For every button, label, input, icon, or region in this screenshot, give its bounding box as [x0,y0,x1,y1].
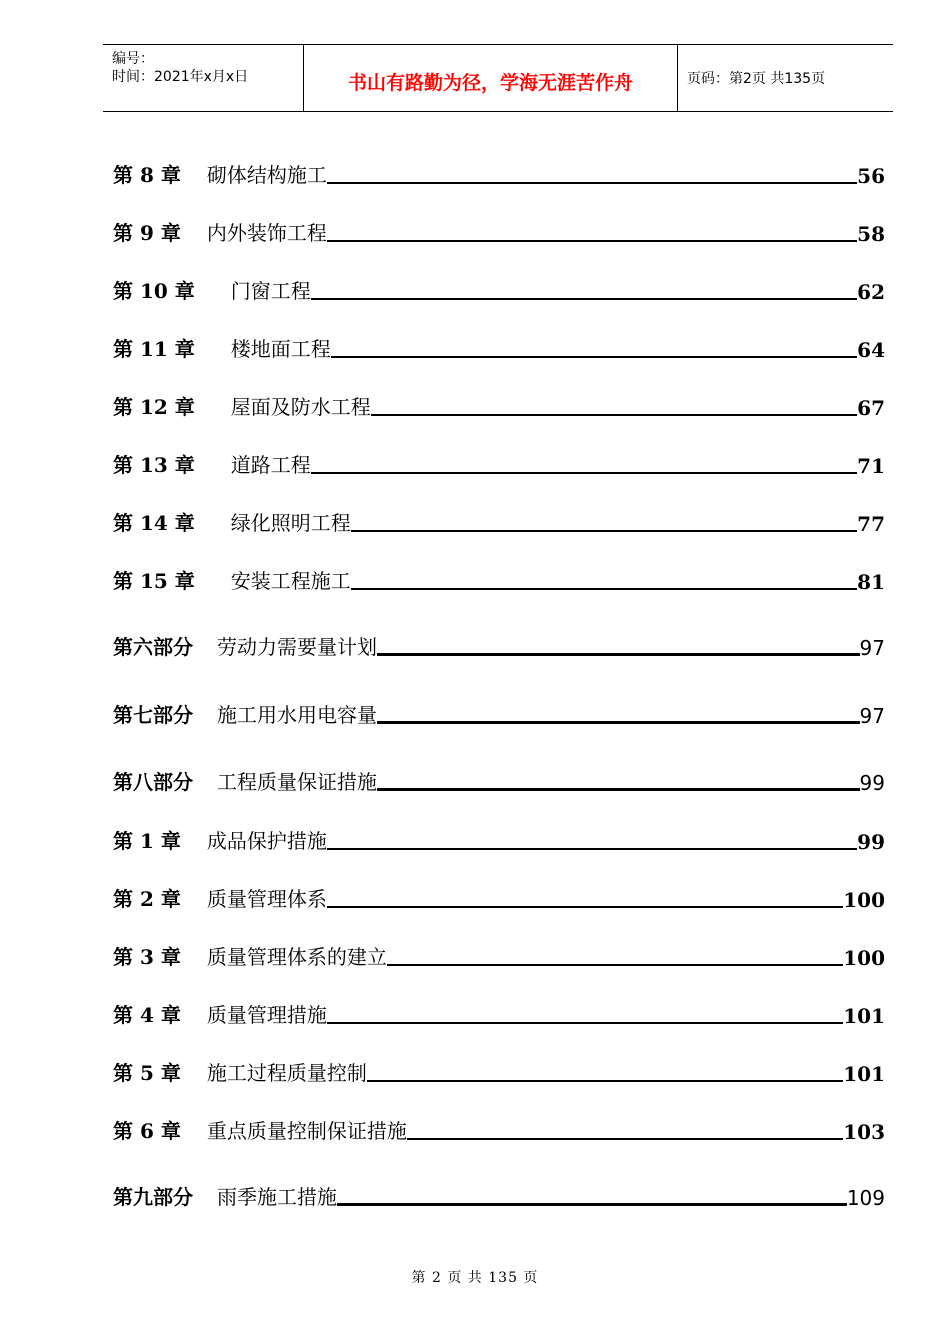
toc-entry-page: 99 [859,771,885,795]
toc-leader-line [377,653,860,656]
toc-entry-page: 62 [857,280,885,304]
toc-entry[interactable] [113,941,885,970]
toc-leader-line [311,472,857,474]
toc-entry-label: 第 10 章 [113,279,195,303]
toc-entry-page: 101 [843,1004,885,1028]
toc-entry[interactable] [113,159,885,188]
toc-entry-title: 施工过程质量控制 [206,1061,367,1085]
toc-leader-line [377,721,860,724]
header-meta [103,45,304,111]
toc-entry-label: 第 8 章 [113,163,181,187]
toc-entry-label: 第 3 章 [113,945,181,969]
toc-entry-page: 64 [857,338,885,362]
toc-entry-label: 第六部分 [113,635,193,659]
toc-entry-title: 质量管理措施 [206,1003,327,1027]
toc-entry-page: 97 [859,704,885,728]
toc-entry[interactable] [113,699,885,728]
toc-leader-line [331,356,857,358]
toc-leader-line [351,530,857,532]
toc-entry[interactable] [113,449,885,478]
toc-leader-line [327,1022,843,1024]
toc-entry-title: 砌体结构施工 [206,163,327,187]
page-footer: 第 2 页 共 135 页 [411,1270,539,1286]
toc-leader-line [407,1138,843,1140]
toc-entry-label: 第 13 章 [113,453,195,477]
number-label: 编号： [112,51,154,67]
toc-leader-line [351,588,857,590]
toc-entry-title: 道路工程 [230,453,311,477]
toc-entry-title: 安装工程施工 [230,569,351,593]
time-label: 时间：2021年x月x日 [112,69,249,85]
toc-entry-page: 77 [857,512,885,536]
toc-leader-line [387,964,843,966]
toc-entry-label: 第 2 章 [113,887,181,911]
toc-entry-title: 屋面及防水工程 [230,395,371,419]
toc-leader-line [367,1080,843,1082]
toc-entry-title: 雨季施工措施 [217,1185,337,1209]
toc-entry-label: 第八部分 [113,770,193,794]
toc-entry-label: 第 5 章 [113,1061,181,1085]
toc-entry-title: 质量管理体系 [206,887,327,911]
toc-entry-label: 第 14 章 [113,511,195,535]
toc-entry-page: 56 [857,164,885,188]
toc-entry-title: 重点质量控制保证措施 [206,1119,407,1143]
header-motto: 书山有路勤为径，学海无涯苦作舟 [304,45,678,111]
toc-entry[interactable] [113,507,885,536]
toc-entry-title: 质量管理体系的建立 [206,945,387,969]
toc-entry[interactable] [113,883,885,912]
toc-entry-label: 第 1 章 [113,829,181,853]
toc-entry-label: 第 6 章 [113,1119,181,1143]
toc-leader-line [311,298,857,300]
toc-leader-line [337,1203,847,1206]
toc-leader-line [327,182,857,184]
toc-entry-page: 101 [843,1062,885,1086]
toc-entry-title: 门窗工程 [230,279,311,303]
toc-entry-page: 99 [857,830,885,854]
toc-entry-page: 67 [857,396,885,420]
toc-entry[interactable] [113,766,885,795]
toc-entry[interactable] [113,275,885,304]
toc-entry-page: 100 [843,946,885,970]
toc-entry-page: 81 [857,570,885,594]
header-page-info: 页码：第2页 共135页 [687,71,826,87]
page-header [103,44,893,112]
toc-entry[interactable] [113,333,885,362]
toc-entry[interactable] [113,1115,885,1144]
toc-leader-line [327,240,857,242]
toc-entry[interactable] [113,825,885,854]
toc-entry-page: 58 [857,222,885,246]
toc-leader-line [327,906,843,908]
toc-entry-page: 97 [859,636,885,660]
toc-entry-page: 103 [843,1120,885,1144]
toc-entry-label: 第 15 章 [113,569,195,593]
toc-entry-title: 绿化照明工程 [230,511,351,535]
toc-entry[interactable] [113,1181,885,1210]
toc-entry[interactable] [113,631,885,660]
toc-entry[interactable] [113,1057,885,1086]
toc-entry-label: 第 11 章 [113,337,195,361]
toc-entry[interactable] [113,391,885,420]
toc-entry-title: 楼地面工程 [230,337,331,361]
toc-entry-page: 100 [843,888,885,912]
toc-entry-label: 第 4 章 [113,1003,181,1027]
toc-entry-page: 71 [857,454,885,478]
toc-entry-title: 成品保护措施 [206,829,327,853]
toc-entry[interactable] [113,565,885,594]
toc-leader-line [377,788,860,791]
toc-leader-line [327,848,857,850]
toc-entry-label: 第 12 章 [113,395,195,419]
toc-entry[interactable] [113,999,885,1028]
toc-entry[interactable] [113,217,885,246]
toc-entry-label: 第七部分 [113,703,193,727]
toc-entry-title: 劳动力需要量计划 [217,635,377,659]
toc-entry-title: 工程质量保证措施 [217,770,377,794]
toc-entry-title: 内外装饰工程 [206,221,327,245]
toc-entry-title: 施工用水用电容量 [217,703,377,727]
toc-entry-label: 第九部分 [113,1185,193,1209]
toc-leader-line [371,414,857,416]
toc-entry-page: 109 [846,1186,885,1210]
toc-entry-label: 第 9 章 [113,221,181,245]
